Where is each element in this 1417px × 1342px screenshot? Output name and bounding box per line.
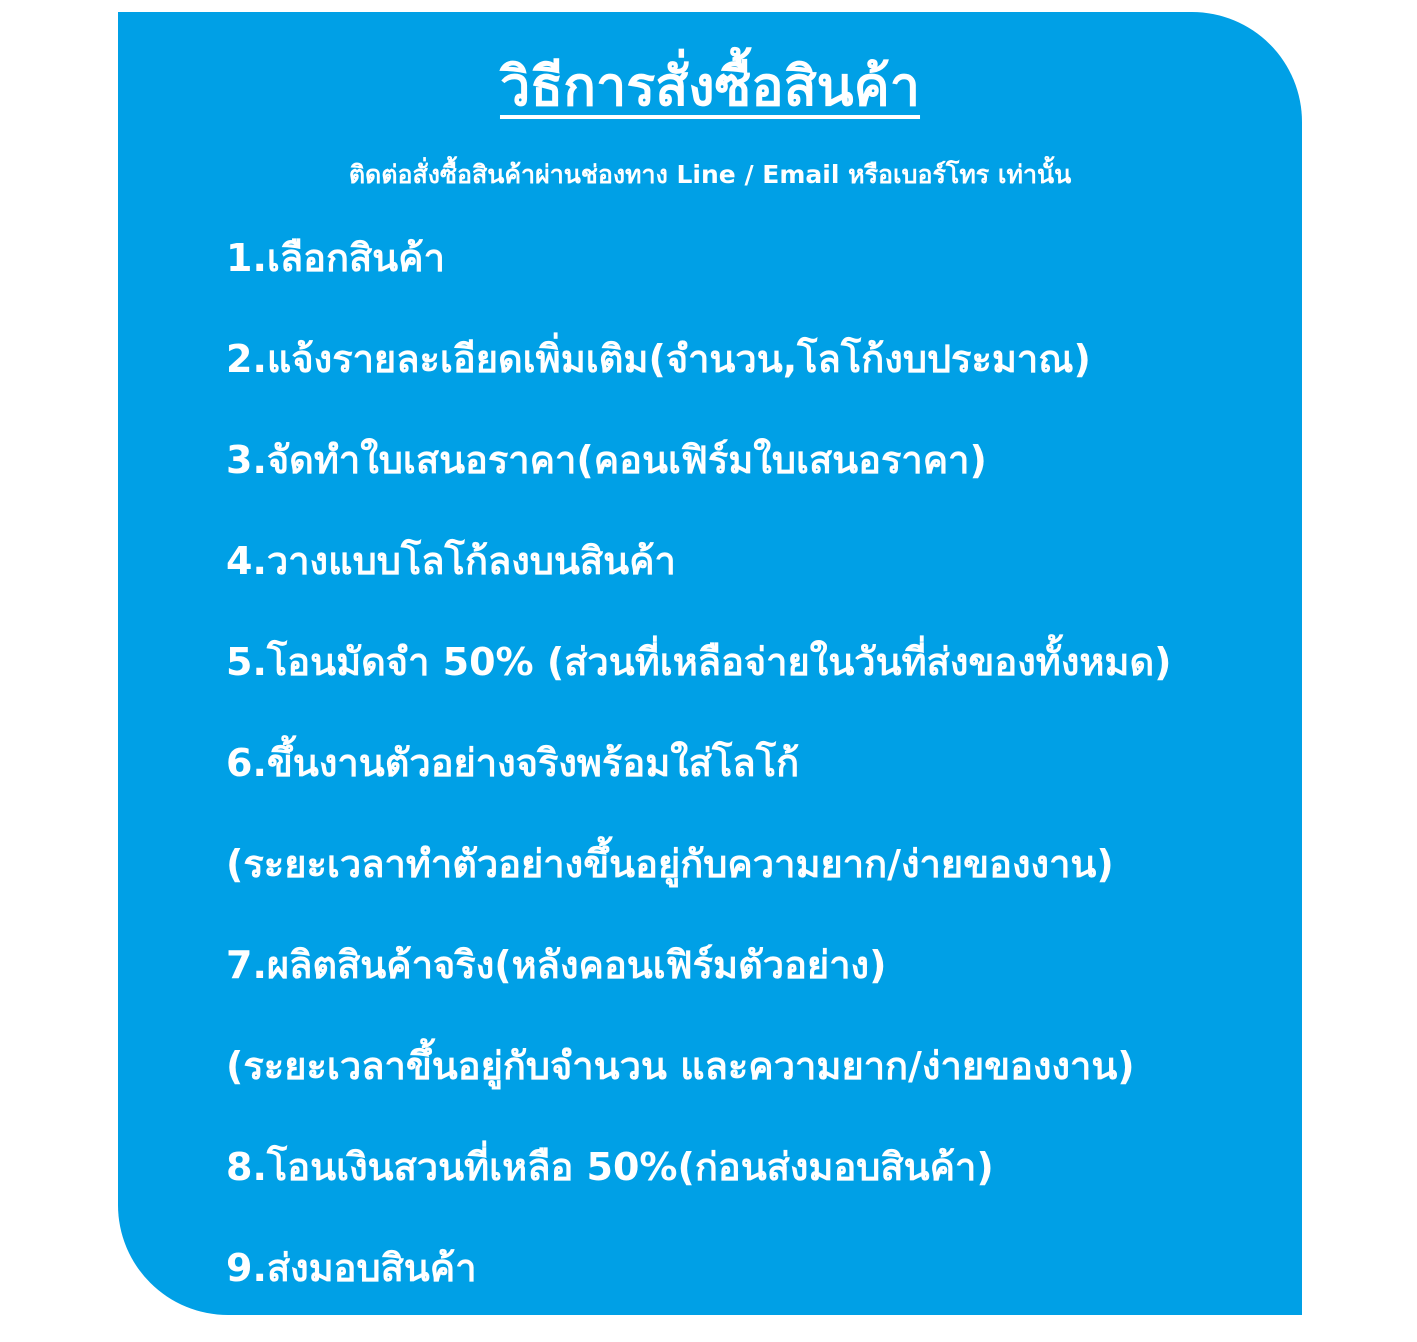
step-item: 4.วางแบบโลโก้ลงบนสินค้า (226, 539, 676, 583)
steps-list (226, 231, 1172, 1342)
page-title-text: วิธีการสั่งซื้อสินค้า (499, 55, 921, 118)
page-subtitle: ติดต่อสั่งซื้อสินค้าผ่านช่องทาง Line / Email หรือเบอร์โทร เท่านั้น (348, 160, 1072, 189)
order-instructions-card (118, 12, 1302, 1315)
step-item: 9.ส่งมอบสินค้า (226, 1246, 477, 1290)
step-item: 6.ขึ้นงานตัวอย่างจริงพร้อมใส่โลโก้ (226, 741, 800, 785)
step-item: 1.เลือกสินค้า (226, 236, 445, 280)
step-item: 7.ผลิตสินค้าจริง(หลังคอนเฟิร์มตัวอย่าง) (226, 943, 887, 987)
page-title (118, 55, 1302, 118)
step-item: 2.แจ้งรายละเอียดเพิ่มเติม(จำนวน,โลโก้งบประมาณ) (226, 337, 1091, 381)
step-item: 8.โอนเงินสวนที่เหลือ 50%(ก่อนส่งมอบสินค้า) (226, 1145, 994, 1189)
step-note: (ระยะเวลาขึ้นอยู่กับจำนวน และความยาก/ง่ายของงาน) (226, 1044, 1135, 1088)
step-note: (ระยะเวลาทำตัวอย่างขึ้นอยู่กับความยาก/ง่ายของงาน) (226, 842, 1114, 886)
step-item: 5.โอนมัดจำ 50% (ส่วนที่เหลือจ่ายในวันที่ส่งของทั้งหมด) (226, 640, 1172, 684)
step-item: 3.จัดทำใบเสนอราคา(คอนเฟิร์มใบเสนอราคา) (226, 438, 987, 482)
